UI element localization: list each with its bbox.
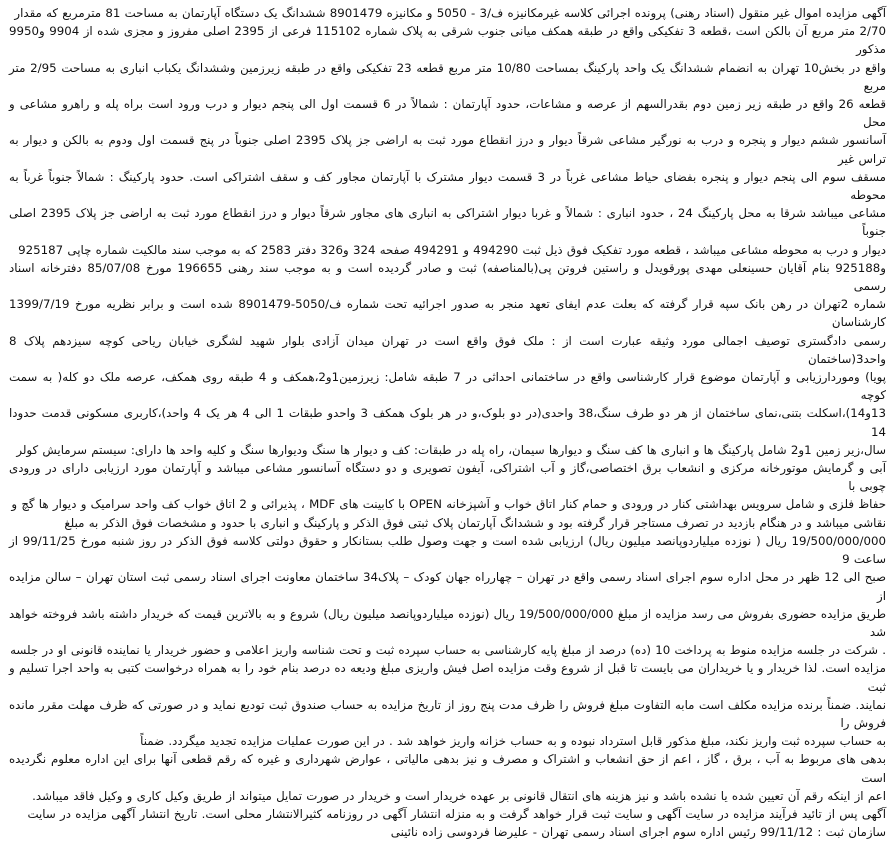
notice-line: آگهی پس از تائید فرآیند مزایده در سایت آگهی و سایت ثبت قرار خواهد گرفت و به منزله انتشار آگهی در روزنامه کثیرالانتشار محلی است. تاریخ انتشار آگهی مزایده در سایت <box>27 806 886 821</box>
auction-notice-text <box>9 4 886 841</box>
notice-line: پویا) وموردارزیابی و آپارتمان موضوع قرار کارشناسی واقع در ساختمانی احداثی در 7 طبقه شامل: زیرزمین1و2،همکف و 4 طبقه روی همکف، عرصه ملک دو کله( به سمت کوچه <box>9 370 886 403</box>
notice-line: 2/70 متر مربع آن بالکن است ،قطعه 3 تفکیکی واقع در طبقه همکف میانی جنوب شرقی به پلاک شماره 115102 فرعی از 2395 اصلی مفروز و مجزی شده از 9904 و9950 مذکور <box>9 24 887 57</box>
notice-line: واقع در بخش10 تهران به انضمام ششدانگ یک واحد پارکینگ بمساحت 10/80 متر مربع قطعه 23 تفکیکی واقع در طبقه زیرزمین وششدانگ یکباب انباری به مساحت 2/95 متر مربع <box>9 60 887 93</box>
notice-line: به حساب سپرده ثبت واریز نکند، مبلغ مذکور قابل استرداد نبوده و به حساب خزانه واریز خواهد شد . در این صورت عملیات مزایده تجدید میگردد. ضمناً <box>140 734 886 749</box>
notice-line: رسمی دادگستری توصیف اجمالی مورد وثیقه عبارت است از : ملک فوق واقع است در تهران میدان آزادی بلوار شهید لشگری خیابان ریاحی کوچه سیزدهم پلاک 8 واحد3(ساختمان <box>9 333 886 366</box>
notice-line: مسقف سوم الی پنجم دیوار و پنجره بفضای حیاط مشاعی غرباً در 3 قسمت دیوار مشترک با آپارتمان مجاور کف و سقف اشتراکی است. حدود پارکینگ : شمالاً جنوباً غرباً به محوطه <box>9 169 886 203</box>
notice-line: اعم از اینکه رقم آن تعیین شده یا نشده باشد و نیز هزینه های انتقال قانونی بر عهده خریدار است و خریدار در صورت تمایل میتواند از طریق وکیل کاری و وکیل فاقد میباشد. <box>32 788 886 803</box>
notice-line: 19/500/000/000 ریال ( نوزده میلیاردوپانصد میلیون ریال) ارزیابی شده است و جهت وصول طلب بستانکار و حقوق دولتی کلاسه فوق الذکر در روز شنبه مورخ 99/11/25 از ساعت 9 <box>9 533 886 567</box>
notice-line: بدهی های مربوط به آب ، برق ، گاز ، اعم از حق انشعاب و اشتراک و مصرف و نیز بدهی مالیاتی ، عوارض شهرداری و غیره که رقم قطعی آنها برای این اداره معلوم نگردیده است <box>9 752 886 785</box>
notice-line: نقاشی میباشد و در هنگام بازدید در تصرف مستاجر قرار گرفته بود و ششدانگ آپارتمان پلاک ثبتی فوق الذکر و پارکینگ و انباری با حدود و مشخصات فوق الذکر به مبلغ <box>64 515 886 530</box>
notice-line: 13و14)،اسکلت بتنی،نمای ساختمان از هر دو طرف سنگ،38 واحدی(در دو بلوک،و در هر بلوک همکف 3 واحدو طبقات 1 الی 4 هر یک 4 واحد)،کاربری مسکونی قدمت حدودا 14 <box>9 406 886 439</box>
notice-line: صبح الی 12 ظهر در محل اداره سوم اجرای اسناد رسمی واقع در تهران – چهارراه جهان کودک – پلاک34 ساختمان معاونت اجرای اسناد رسمی ثبت استان تهران – سالن مزایده از <box>9 570 886 603</box>
notice-line: آبی و گرمایش موتورخانه مرکزی و انشعاب برق اختصاصی،گاز و آب اشتراکی، آیفون تصویری و دو دستگاه آسانسور مشاعی میباشد و آپارتمان مورد ارزیابی دارای در ورودی چوبی با <box>9 461 886 494</box>
notice-line: حفاظ فلزی و شامل سرویس بهداشتی کنار در ورودی و حمام کنار اتاق خواب و آشپزخانه OPEN با کابینت های MDF ، پذیرائی و 2 اتاق خواب کف واحد سرامیک و دیوار ها گچ و <box>11 497 886 512</box>
notice-line: شماره 2تهران در رهن بانک سپه قرار گرفته که بعلت عدم ایفای تعهد منجر به صدور اجرائیه تحت شماره ف/5050-8901479 شده است و برابر نظریه مورخ 1399/7/19 کارشناسان <box>9 297 886 330</box>
notice-line: و925188 بنام آقایان حسینعلی مهدی پورقویدل و راستین فروتن پی(بالمناصفه) ثبت و صادر گردیده است و به موجب سند رهنی 196655 مورخ 85/07/08 دفترخانه اسناد رسمی <box>9 260 886 294</box>
notice-line: قطعه 26 واقع در طبقه زیر زمین دوم بقدرالسهم از عرصه و مشاعات، حدود آپارتمان : شمالاً در 6 قسمت اول الی پنجم دیوار و درب ورود است براه پله و راهرو مشاعی و محل <box>9 97 886 130</box>
notice-line: طریق مزایده حضوری بفروش می رسد مزایده از مبلغ 19/500/000/000 ریال (نوزده میلیاردوپانصد میلیون ریال) شروع و به بالاترین قیمت که خریدار داشته باشد فروخته خواهد شد <box>9 606 886 639</box>
notice-line: آگهی مزایده اموال غیر منقول (اسناد رهنی) پرونده اجرائی کلاسه غیرمکانیزه ف/3 - 5050 و مکانیزه 8901479 ششدانگ یک دستگاه آپارتمان به مساحت 81 مترمربع که مقدار <box>14 6 886 20</box>
notice-line: . شرکت در جلسه مزایده منوط به پرداخت 10 (ده) درصد از مبلغ پایه کارشناسی به حساب سپرده ثبت و تحت شناسه واریز اعلامی و حضور خریدار یا نماینده قانونی او در جلسه <box>10 643 886 658</box>
notice-line: مشاعی میباشد شرقا به محل پارکینگ 24 ، حدود انباری : شمالاً و غربا دیوار اشتراکی به انباری های مجاور شرقاً دیوار و درز انقطاع مورد ثبت به اراضی جز پلاک 2395 اصلی جنوباً <box>9 206 886 239</box>
notice-line: دیوار و درب به محوطه مشاعی میباشد ، قطعه مورد تفکیک فوق ذیل ثبت 494290 و 494291 صفحه 324 و326 دفتر 2583 که به موجب سند مالکیت شماره چاپی 925187 <box>18 242 886 257</box>
notice-signature-line: سازمان ثبت : 99/11/12 رئیس اداره سوم اجرای اسناد رسمی تهران - علیرضا فردوسی زاده نائینی <box>390 825 886 840</box>
notice-line: نمایند. ضمناً برنده مزایده مکلف است مابه التفاوت مبلغ فروش را ظرف مدت پنج روز از تاریخ مزایده به حساب صندوق ثبت تودیع نماید و در صورتی که ظرف مهلت مقرر مانده فروش را <box>9 697 886 730</box>
notice-line: مزایده است. لذا خریدار و یا خریداران می بایست تا قبل از شروع وقت مزایده اصل فیش واریزی مبلغ ودیعه ده درصد بنام خود را به همراه درخواست کتبی به واحد اجرا تسلیم و ثبت <box>9 661 886 694</box>
notice-line: سال،زیر زمین 1و2 شامل پارکینگ ها و انباری ها کف سنگ و دیوارها سیمان، راه پله در طبقات: کف و دیوار ها سنگ ودیوارها سنگ و کلیه واحد ها دارای: سیستم سرمایش کولر <box>16 442 886 457</box>
notice-line: آسانسور ششم دیوار و پنجره و درب به نورگیر مشاعی شرقاً دیوار و درز انقطاع مورد ثبت به اراضی جز پلاک 2395 اصلی جنوباً در پنج قسمت اول ودوم به بالکن و دیوار به تراس غیر <box>9 133 887 166</box>
